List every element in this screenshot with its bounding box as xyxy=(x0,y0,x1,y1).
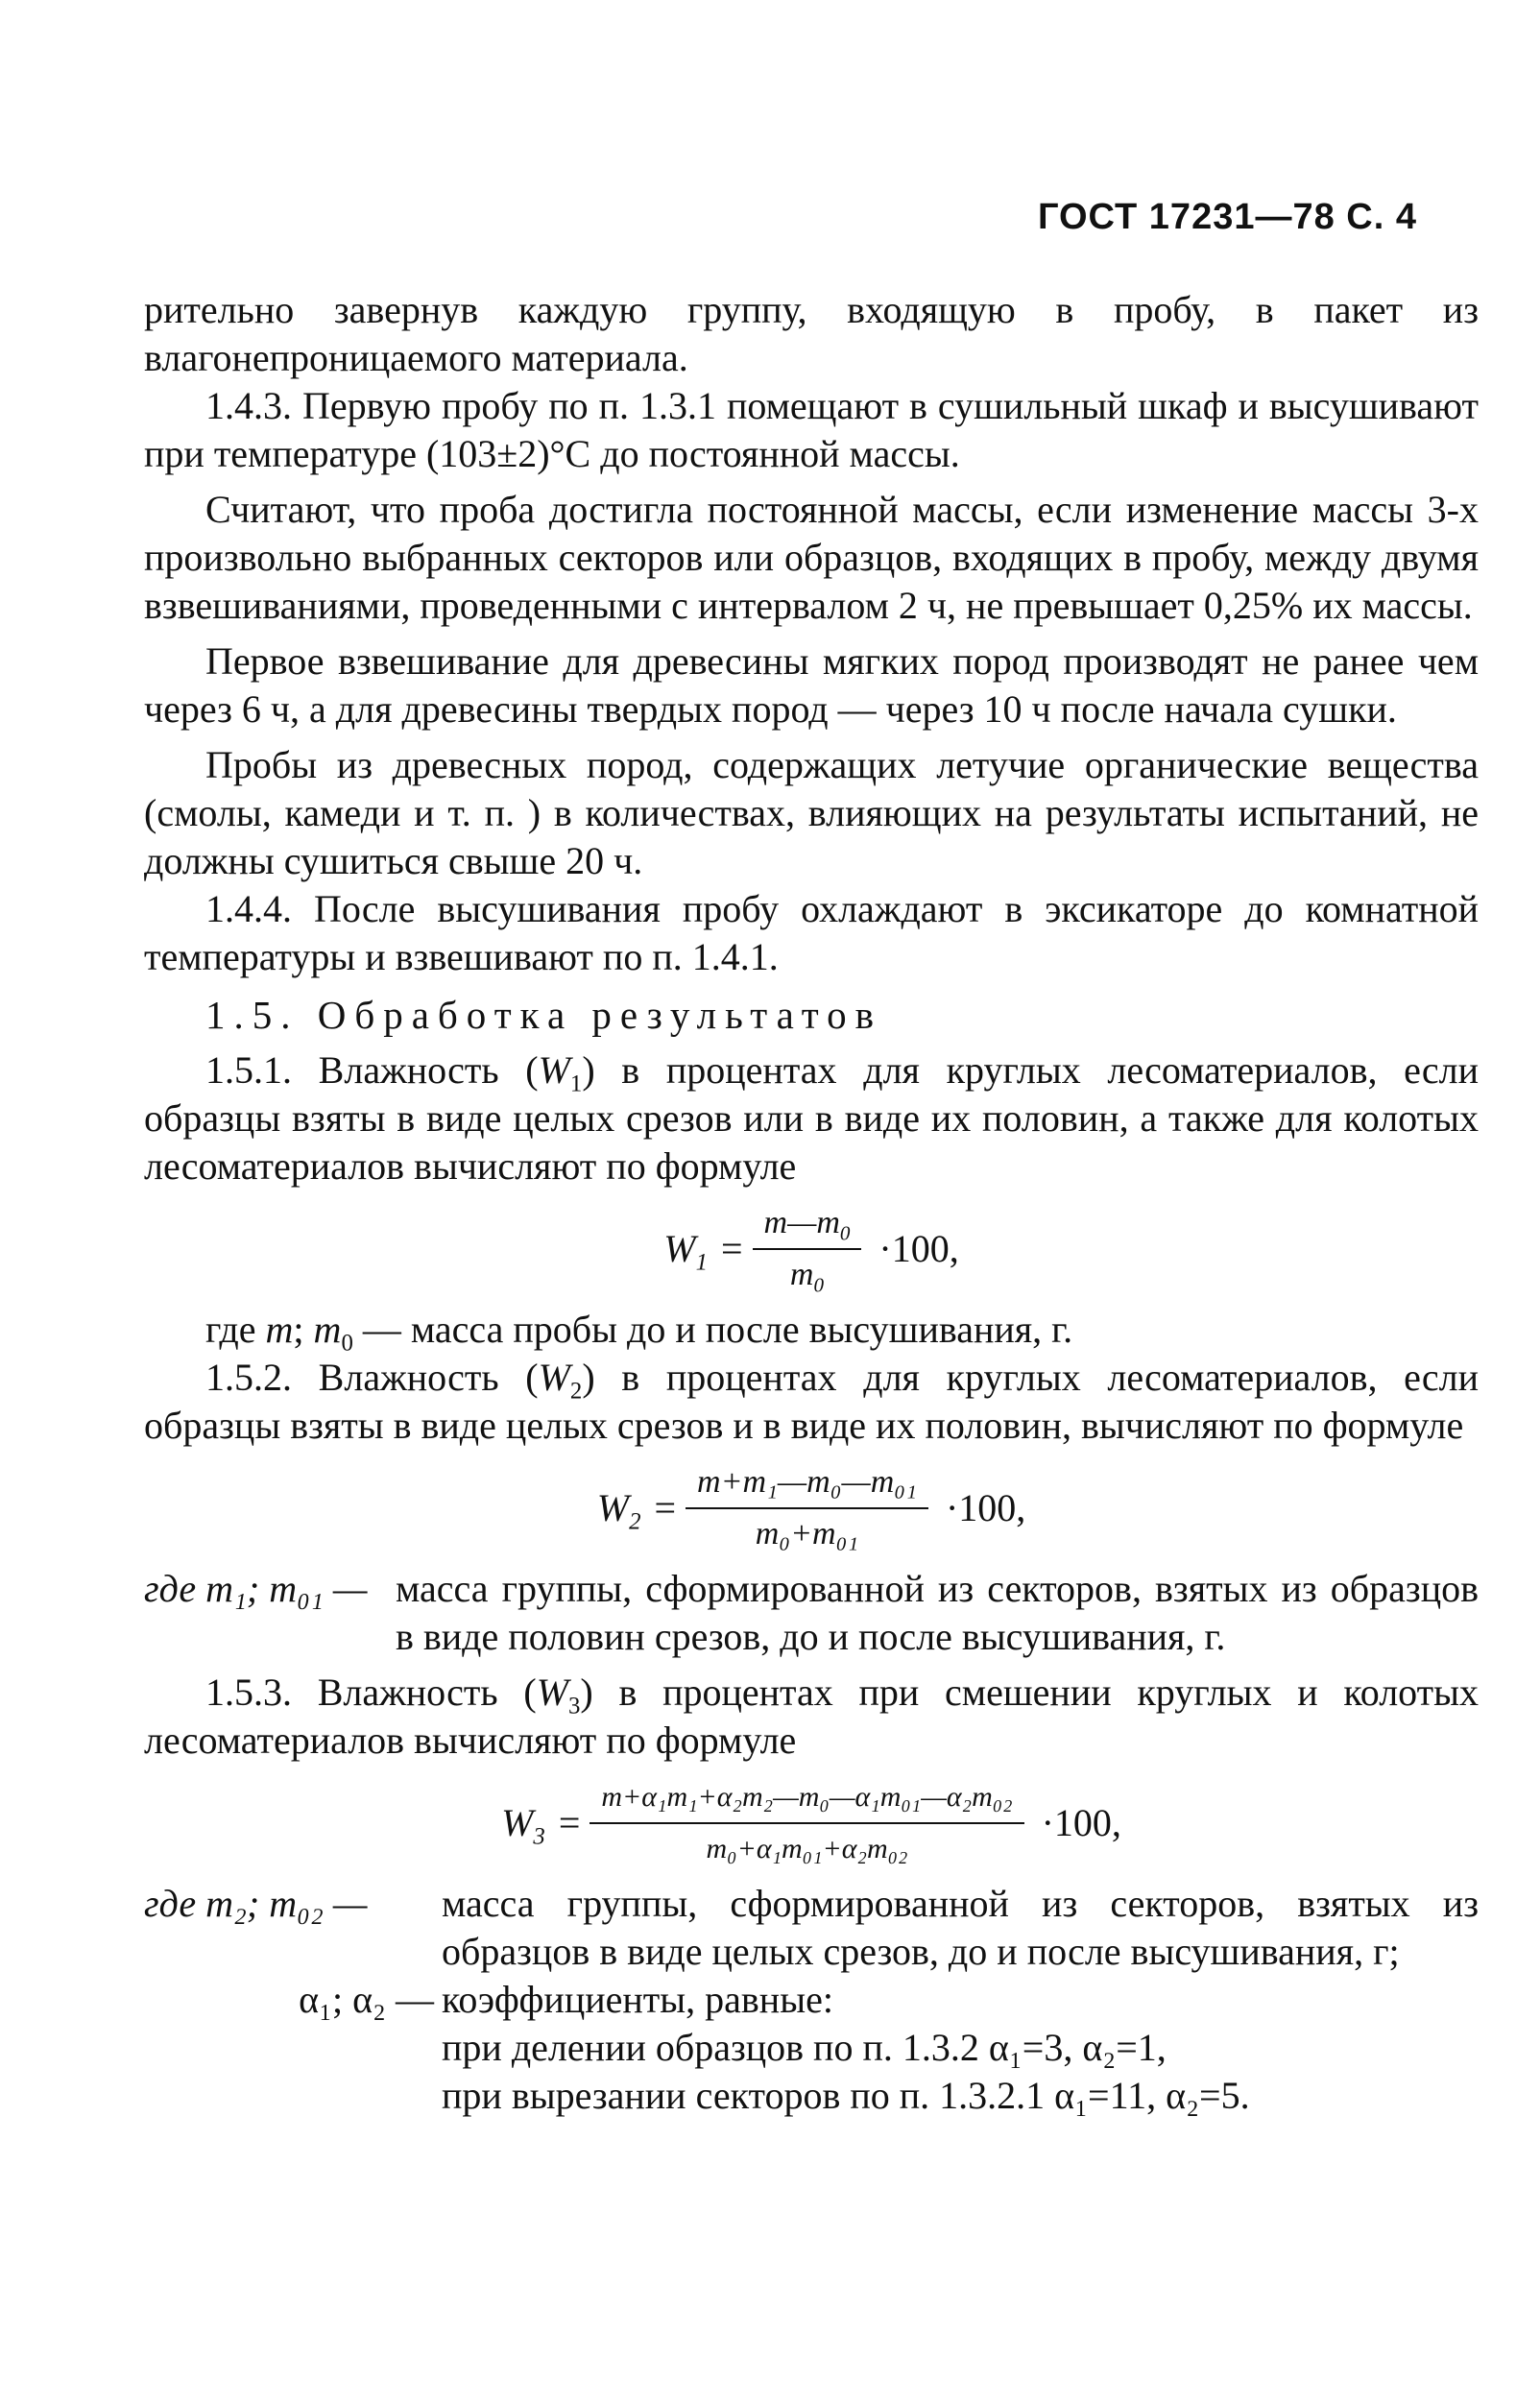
paragraph-volatile: Пробы из древесных пород, содержащих летучие органические вещества (смолы, камеди и т. п. ) в количествах, влияющих на результаты испытаний, не должны сушиться свыше 20 ч. xyxy=(144,743,1479,882)
page-header: ГОСТ 17231—78 С. 4 xyxy=(1037,197,1417,237)
alpha-line-1: коэффициенты, равные: xyxy=(442,1978,833,2021)
paragraph-1-5-2: 1.5.2. Влажность $(W_2)$ в процентах для круглых лесоматериалов, если образцы взяты в виде целых срезов и в виде их половин, вычисляют по формуле xyxy=(144,1356,1479,1447)
paragraph-constant-mass: Считают, что проба достигла постоянной массы, если изменение массы 3-х произвольно выбранных секторов или образцов, входящих в пробу, между двумя взвешиваниями, проведенными с интервалом 2 ч, не превышает 0,25% их массы. xyxy=(144,488,1479,627)
paragraph-first-weighing: Первое взвешивание для древесины мягких пород производят не ранее чем через 6 ч, а для древесины твердых пород — через 10 ч после начала сушки. xyxy=(144,639,1479,731)
formula-w2: $W_2$ = $\frac{\text{m+m₁—m₀—m₀₁}}{\text{m₀+m₀₁}}$ ·100, xyxy=(596,1464,1026,1551)
definition-m2-m02: где m₂; m₀₂ — масса группы, сформированной из секторов, взятых из образцов в виде целых срезов, до и после высушивания, г; xyxy=(144,1882,1479,1973)
formula-w3: $W_3$ = $\frac{\text{m+α₁m₁+α₂m₂—m₀—α₁m₀₁—α₂m₀₂}}{\text{m₀+α₁m₀₁+α₂m₀₂}}$ ·100, xyxy=(144,1778,1479,1868)
definition-m1-m01: где m₁; m₀₁ — масса группы, сформированной из секторов, взятых из образцов в виде половин срезов, до и после высушивания, г. xyxy=(144,1567,1479,1658)
fraction-w3: $\frac{\text{m+α₁m₁+α₂m₂—m₀—α₁m₀₁—α₂m₀₂}}{\text{m₀+α₁m₀₁+α₂m₀₂}}$ xyxy=(590,1778,1023,1868)
paragraph-1-5-3: 1.5.3. Влажность $(W_3)$ в процентах при смешении круглых и колотых лесоматериалов вычисляют по формуле xyxy=(144,1671,1479,1762)
fraction-w1: $\frac{m—m_0}{m_0}$ xyxy=(753,1204,862,1294)
fraction-w2: $\frac{\text{m+m₁—m₀—m₀₁}}{\text{m₀+m₀₁}}$ xyxy=(686,1463,928,1553)
paragraph-1-4-4: 1.4.4. После высушивания пробу охлаждают в эксикаторе до комнатной температуры и взвешивают по п. 1.4.1. xyxy=(144,887,1479,978)
where-m-m0: где m; $m_0$ — масса пробы до и после высушивания, г. xyxy=(205,1308,1073,1357)
paragraph-1-5-1: 1.5.1. Влажность $(W_1)$ в процентах для круглых лесоматериалов, если образцы взяты в виде целых срезов или в виде их половин, а также для колотых лесоматериалов вычисляют по формуле xyxy=(144,1048,1479,1188)
section-title: 1.5. Обработка результатов xyxy=(205,993,883,1037)
alpha-line-2: при делении образцов по п. 1.3.2 α₁=3, α₂=1, xyxy=(442,2026,1167,2069)
document-body xyxy=(144,286,1479,2120)
paragraph-1-4-3: 1.4.3. Первую пробу по п. 1.3.1 помещают в сушильный шкаф и высушивают при температуре (103±2)°С до постоянной массы. xyxy=(144,384,1479,475)
definition-alpha: α₁; α₂ — коэффициенты, равные: при делении образцов по п. 1.3.2 α₁=3, α₂=1, при вырезании секторов по п. 1.3.2.1 α₁=11, α₂=5. xyxy=(144,1976,1479,2120)
alpha-line-3: при вырезании секторов по п. 1.3.2.1 α₁=11, α₂=5. xyxy=(442,2074,1250,2117)
paragraph-intro: рительно завернув каждую группу, входящую в пробу, в пакет из влагонепроницаемого материала. xyxy=(144,288,1479,379)
formula-w1: $W_1$ = $\frac{m—m_0}{m_0}$ ·100, xyxy=(663,1205,959,1297)
